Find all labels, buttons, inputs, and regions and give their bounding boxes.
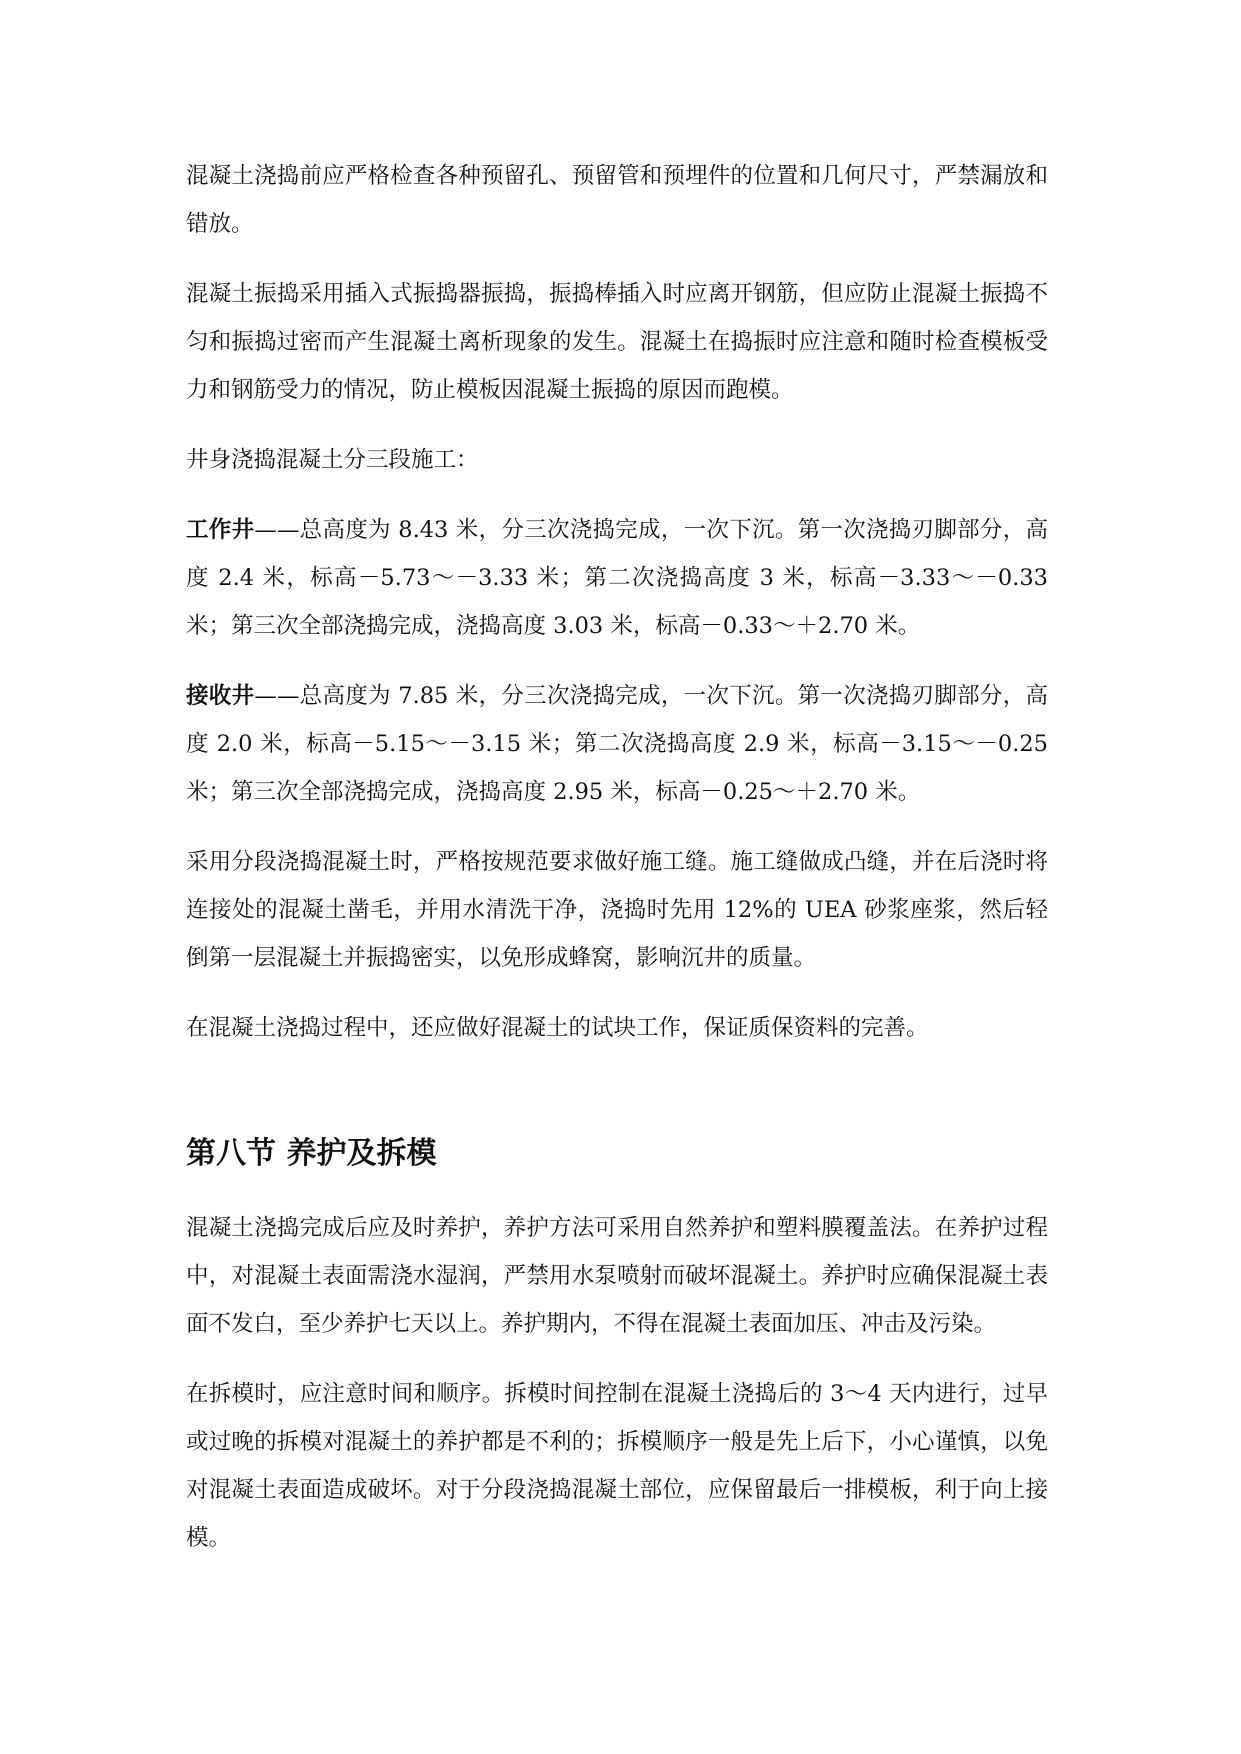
section-heading: 第八节 养护及拆模	[186, 1136, 437, 1171]
document-body	[186, 152, 1048, 1584]
paragraph-test-blocks: 在混凝土浇捣过程中，还应做好混凝土的试块工作，保证质保资料的完善。	[186, 1015, 929, 1041]
paragraph-formwork-removal: 在拆模时，应注意时间和顺序。拆模时间控制在混凝土浇捣后的 3～4 天内进行，过早或过晚的拆模对混凝土的养护都是不利的；拆模顺序一般是先上后下，小心谨慎，以免对混凝土表面造成破坏。对于分段浇捣混凝土部位，应保留最后一排模板，利于向上接模。	[186, 1381, 1048, 1551]
work-well-text: ——总高度为 8.43 米，分三次浇捣完成，一次下沉。第一次浇捣刃脚部分，高度 2.4 米，标高－5.73～－3.33 米；第二次浇捣高度 3 米，标高－3.33～－0.33 米；第三次全部浇捣完成，浇捣高度 3.03 米，标高－0.33～＋2.70 米。	[186, 517, 1048, 639]
work-well-label: 工作井	[186, 517, 255, 543]
paragraph-reserved-holes-check: 混凝土浇捣前应严格检查各种预留孔、预留管和预埋件的位置和几何尺寸，严禁漏放和错放。	[186, 163, 1048, 237]
paragraph-work-well	[186, 506, 1048, 650]
paragraph-vibration-method: 混凝土振捣采用插入式振捣器振捣，振捣棒插入时应离开钢筋，但应防止混凝土振捣不匀和振捣过密而产生混凝土离析现象的发生。混凝土在捣振时应注意和随时检查模板受力和钢筋受力的情况，防止模板因混凝土振捣的原因而跑模。	[186, 281, 1048, 403]
paragraph-construction-joints: 采用分段浇捣混凝土时，严格按规范要求做好施工缝。施工缝做成凸缝，并在后浇时将连接处的混凝土凿毛，并用水清洗干净，浇捣时先用 12%的 UEA 砂浆座浆，然后轻倒第一层混凝土并振捣密实，以免形成蜂窝，影响沉井的质量。	[186, 849, 1048, 971]
receive-well-text: ——总高度为 7.85 米，分三次浇捣完成，一次下沉。第一次浇捣刃脚部分，高度 2.0 米，标高－5.15～－3.15 米；第二次浇捣高度 2.9 米，标高－3.15～－0.25 米；第三次全部浇捣完成，浇捣高度 2.95 米，标高－0.25～＋2.70 米。	[186, 683, 1048, 805]
paragraph-three-stage-intro: 井身浇捣混凝土分三段施工：	[186, 447, 479, 473]
receive-well-label: 接收井	[186, 683, 255, 709]
paragraph-curing: 混凝土浇捣完成后应及时养护，养护方法可采用自然养护和塑料膜覆盖法。在养护过程中，对混凝土表面需浇水湿润，严禁用水泵喷射而破坏混凝土。养护时应确保混凝土表面不发白，至少养护七天以上。养护期内，不得在混凝土表面加压、冲击及污染。	[186, 1215, 1048, 1337]
paragraph-receive-well	[186, 672, 1048, 816]
